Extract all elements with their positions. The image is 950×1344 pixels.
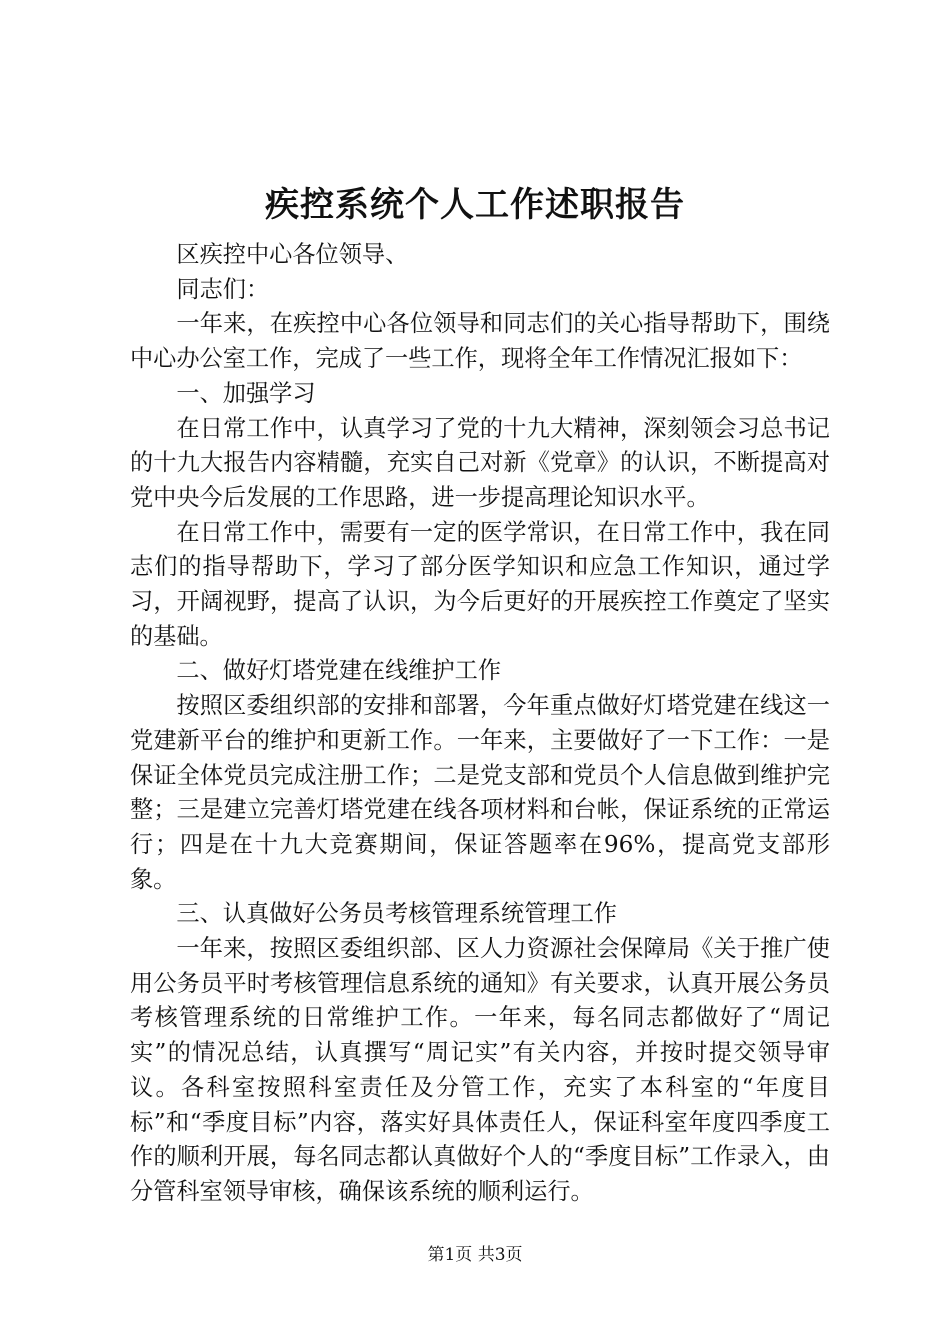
document-body xyxy=(130,238,830,1210)
section-1-paragraph-2: 在日常工作中，需要有一定的医学常识，在日常工作中，我在同志们的指导帮助下，学习了部分医学知识和应急工作知识，通过学习，开阔视野，提高了认识，为今后更好的开展疾控工作奠定了坚实的基础。 xyxy=(130,518,830,650)
page-number-footer: 第1页 共3页 xyxy=(427,1245,523,1265)
section-1-paragraph-1: 在日常工作中，认真学习了党的十九大精神，深刻领会习总书记的十九大报告内容精髓，充实自己对新《党章》的认识，不断提高对党中央今后发展的工作思路，进一步提高理论知识水平。 xyxy=(130,414,830,511)
intro-paragraph: 一年来，在疾控中心各位领导和同志们的关心指导帮助下，围绕中心办公室工作，完成了一些工作，现将全年工作情况汇报如下： xyxy=(130,310,830,373)
section-heading-3: 三、认真做好公务员考核管理系统管理工作 xyxy=(176,900,617,928)
salutation-line-1: 区疾控中心各位领导、 xyxy=(176,241,409,268)
section-2-paragraph-1: 按照区委组织部的安排和部署，今年重点做好灯塔党建在线这一党建新平台的维护和更新工作。一年来，主要做好了一下工作：一是保证全体党员完成注册工作；二是党支部和党员个人信息做到维护完整；三是建立完善灯塔党建在线各项材料和台帐，保证系统的正常运行；四是在十九大竞赛期间，保证答题率在96%，提高党支部形象。 xyxy=(130,692,830,893)
section-heading-1: 一、加强学习 xyxy=(176,379,316,407)
section-3-paragraph-1: 一年来，按照区委组织部、区人力资源社会保障局《关于推广使用公务员平时考核管理信息系统的通知》有关要求，认真开展公务员考核管理系统的日常维护工作。一年来，每名同志都做好了“周记实”的情况总结，认真撰写“周记实”有关内容，并按时提交领导审议。各科室按照科室责任及分管工作，充实了本科室的“年度目标”和“季度目标”内容，落实好具体责任人，保证科室年度四季度工作的顺利开展，每名同志都认真做好个人的“季度目标”工作录入，由分管科室领导审核，确保该系统的顺利运行。 xyxy=(130,935,830,1205)
section-heading-2: 二、做好灯塔党建在线维护工作 xyxy=(176,657,502,685)
document-title: 疾控系统个人工作述职报告 xyxy=(265,185,685,225)
salutation-line-2: 同志们： xyxy=(176,275,270,303)
